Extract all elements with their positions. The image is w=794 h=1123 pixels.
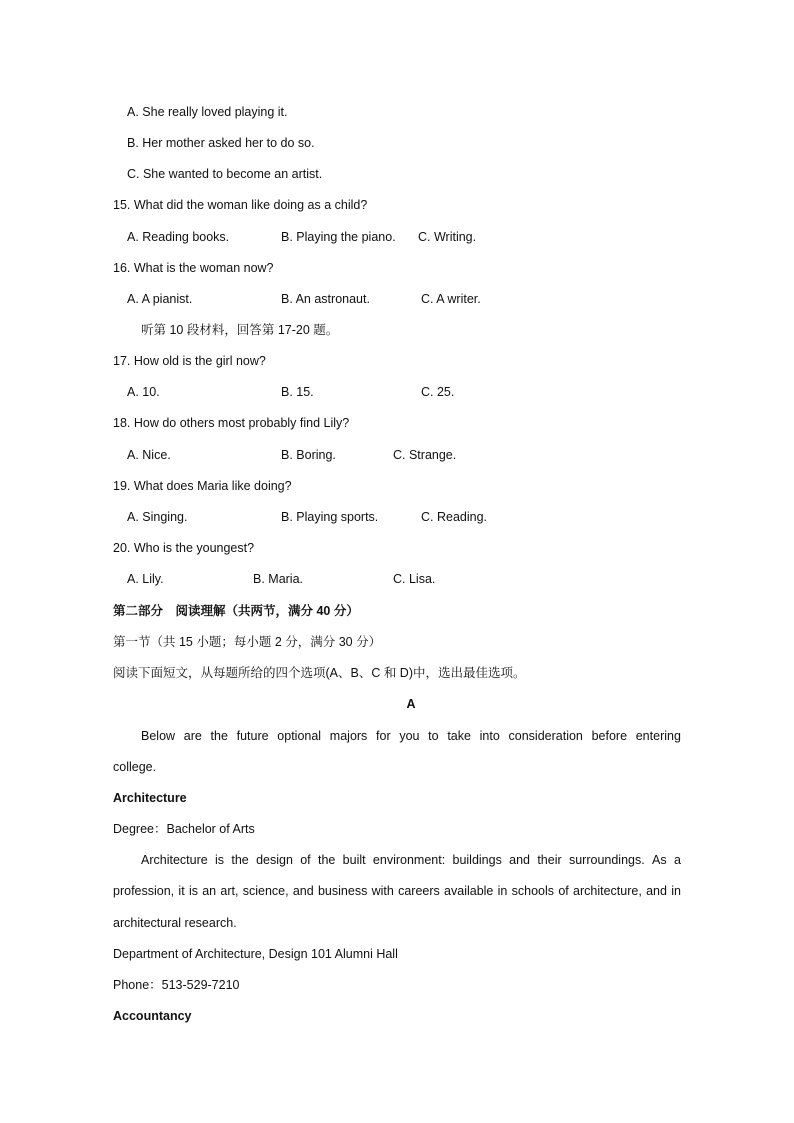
architecture-phone: Phone：513-529-7210 [113, 978, 240, 992]
architecture-body-line-2-word: an [202, 884, 217, 898]
intro-line-1-word: majors [329, 729, 368, 743]
architecture-body-line-2-word: in [671, 884, 681, 898]
architecture-body-line-2-word: business [317, 884, 368, 898]
q17-option-a: A. 10. [127, 385, 160, 399]
q16-option-b: B. An astronaut. [281, 292, 370, 306]
q16-question: 16. What is the woman now? [113, 261, 274, 275]
architecture-body-line-2-word: schools [511, 884, 555, 898]
intro-line-1-word: entering [635, 729, 681, 743]
architecture-body-line-1-word: As [652, 853, 667, 867]
intro-line-2: college. [113, 760, 157, 774]
architecture-body-line-1-word: Architecture [141, 853, 208, 867]
architecture-body-line-2 [113, 883, 681, 899]
q17-option-b: B. 15. [281, 385, 314, 399]
q20-option-c: C. Lisa. [393, 572, 436, 586]
q18-option-b: B. Boring. [281, 448, 336, 462]
intro-line-1-word: future [236, 729, 269, 743]
architecture-body-line-2-word: of [558, 884, 569, 898]
architecture-body-line-1-word: and [509, 853, 531, 867]
q19-option-c: C. Reading. [421, 510, 488, 524]
q15-question: 15. What did the woman like doing as a child? [113, 198, 368, 212]
architecture-body-line-1-word: buildings [452, 853, 502, 867]
architecture-body-line-2-word: profession, [113, 884, 175, 898]
section1-heading: 第一节（共 15 小题；每小题 2 分，满分 30 分） [113, 635, 382, 649]
architecture-body-line-2-word: art, [220, 884, 239, 898]
architecture-body-line-2-word: it [178, 884, 185, 898]
architecture-body-line-1-word: surroundings. [568, 853, 645, 867]
q14-option-c: C. She wanted to become an artist. [127, 167, 323, 181]
architecture-body-line-1-word: environment: [372, 853, 446, 867]
q15-option-b: B. Playing the piano. [281, 230, 396, 244]
architecture-body-line-2-word: careers [398, 884, 440, 898]
q18-question: 18. How do others most probably find Lily? [113, 416, 350, 430]
architecture-body-line-1 [141, 852, 681, 868]
architecture-degree: Degree：Bachelor of Arts [113, 822, 255, 836]
q18-option-a: A. Nice. [127, 448, 171, 462]
reading-instruction: 阅读下面短文，从每题所给的四个选项(A、B、C 和 D)中，选出最佳选项。 [113, 666, 526, 680]
architecture-body-line-1-word: is [215, 853, 225, 867]
architecture-body-line-2-word: is [188, 884, 198, 898]
intro-line-1-word: optional [277, 729, 322, 743]
intro-line-1-word: Below [141, 729, 176, 743]
q20-question: 20. Who is the youngest? [113, 541, 255, 555]
architecture-body-line-3: architectural research. [113, 916, 237, 930]
q19-question: 19. What does Maria like doing? [113, 479, 292, 493]
intro-line-1-word: take [447, 729, 471, 743]
architecture-body-line-2-word: science, [242, 884, 289, 898]
architecture-body-line-2-word: available [444, 884, 494, 898]
architecture-body-line-1-word: their [537, 853, 562, 867]
q15-option-c: C. Writing. [418, 230, 477, 244]
architecture-body-line-1-word: the [231, 853, 249, 867]
intro-line-1-word: for [376, 729, 391, 743]
architecture-body-line-1-word: the [317, 853, 336, 867]
q20-option-a: A. Lily. [127, 572, 164, 586]
q18-option-c: C. Strange. [393, 448, 457, 462]
intro-line-1-word: consideration [508, 729, 583, 743]
q17-question: 17. How old is the girl now? [113, 354, 266, 368]
q19-option-a: A. Singing. [127, 510, 188, 524]
q19-option-b: B. Playing sports. [281, 510, 379, 524]
accountancy-title: Accountancy [113, 1009, 192, 1023]
q16-option-a: A. A pianist. [127, 292, 193, 306]
intro-line-1-word: you [399, 729, 420, 743]
part2-heading: 第二部分 阅读理解（共两节，满分 40 分） [113, 604, 359, 618]
q14-option-b: B. Her mother asked her to do so. [127, 136, 315, 150]
architecture-body-line-1-word: design [256, 853, 293, 867]
passage-label: A [406, 697, 416, 711]
q16-option-c: C. A writer. [421, 292, 481, 306]
architecture-title: Architecture [113, 791, 187, 805]
intro-line-1 [141, 728, 681, 744]
architecture-body-line-1-word: built [342, 853, 366, 867]
architecture-body-line-2-word: and [646, 884, 667, 898]
intro-line-1-word: to [428, 729, 439, 743]
architecture-body-line-2-word: architecture, [573, 884, 642, 898]
intro-line-1-word: into [479, 729, 500, 743]
q14-option-a: A. She really loved playing it. [127, 105, 288, 119]
architecture-body-line-1-word: a [673, 853, 681, 867]
architecture-body-line-1-word: of [300, 853, 311, 867]
q15-option-a: A. Reading books. [127, 230, 230, 244]
q20-option-b: B. Maria. [253, 572, 304, 586]
architecture-body-line-2-word: in [497, 884, 508, 898]
q17-option-c: C. 25. [421, 385, 455, 399]
intro-line-1-word: are [183, 729, 202, 743]
intro-line-1-word: before [591, 729, 628, 743]
intro-line-1-word: the [210, 729, 228, 743]
listening-section-instruction: 听第 10 段材料，回答第 17-20 题。 [141, 323, 339, 337]
architecture-department: Department of Architecture, Design 101 Alumni Hall [113, 947, 398, 961]
architecture-body-line-2-word: with [371, 884, 394, 898]
architecture-body-line-2-word: and [292, 884, 314, 898]
